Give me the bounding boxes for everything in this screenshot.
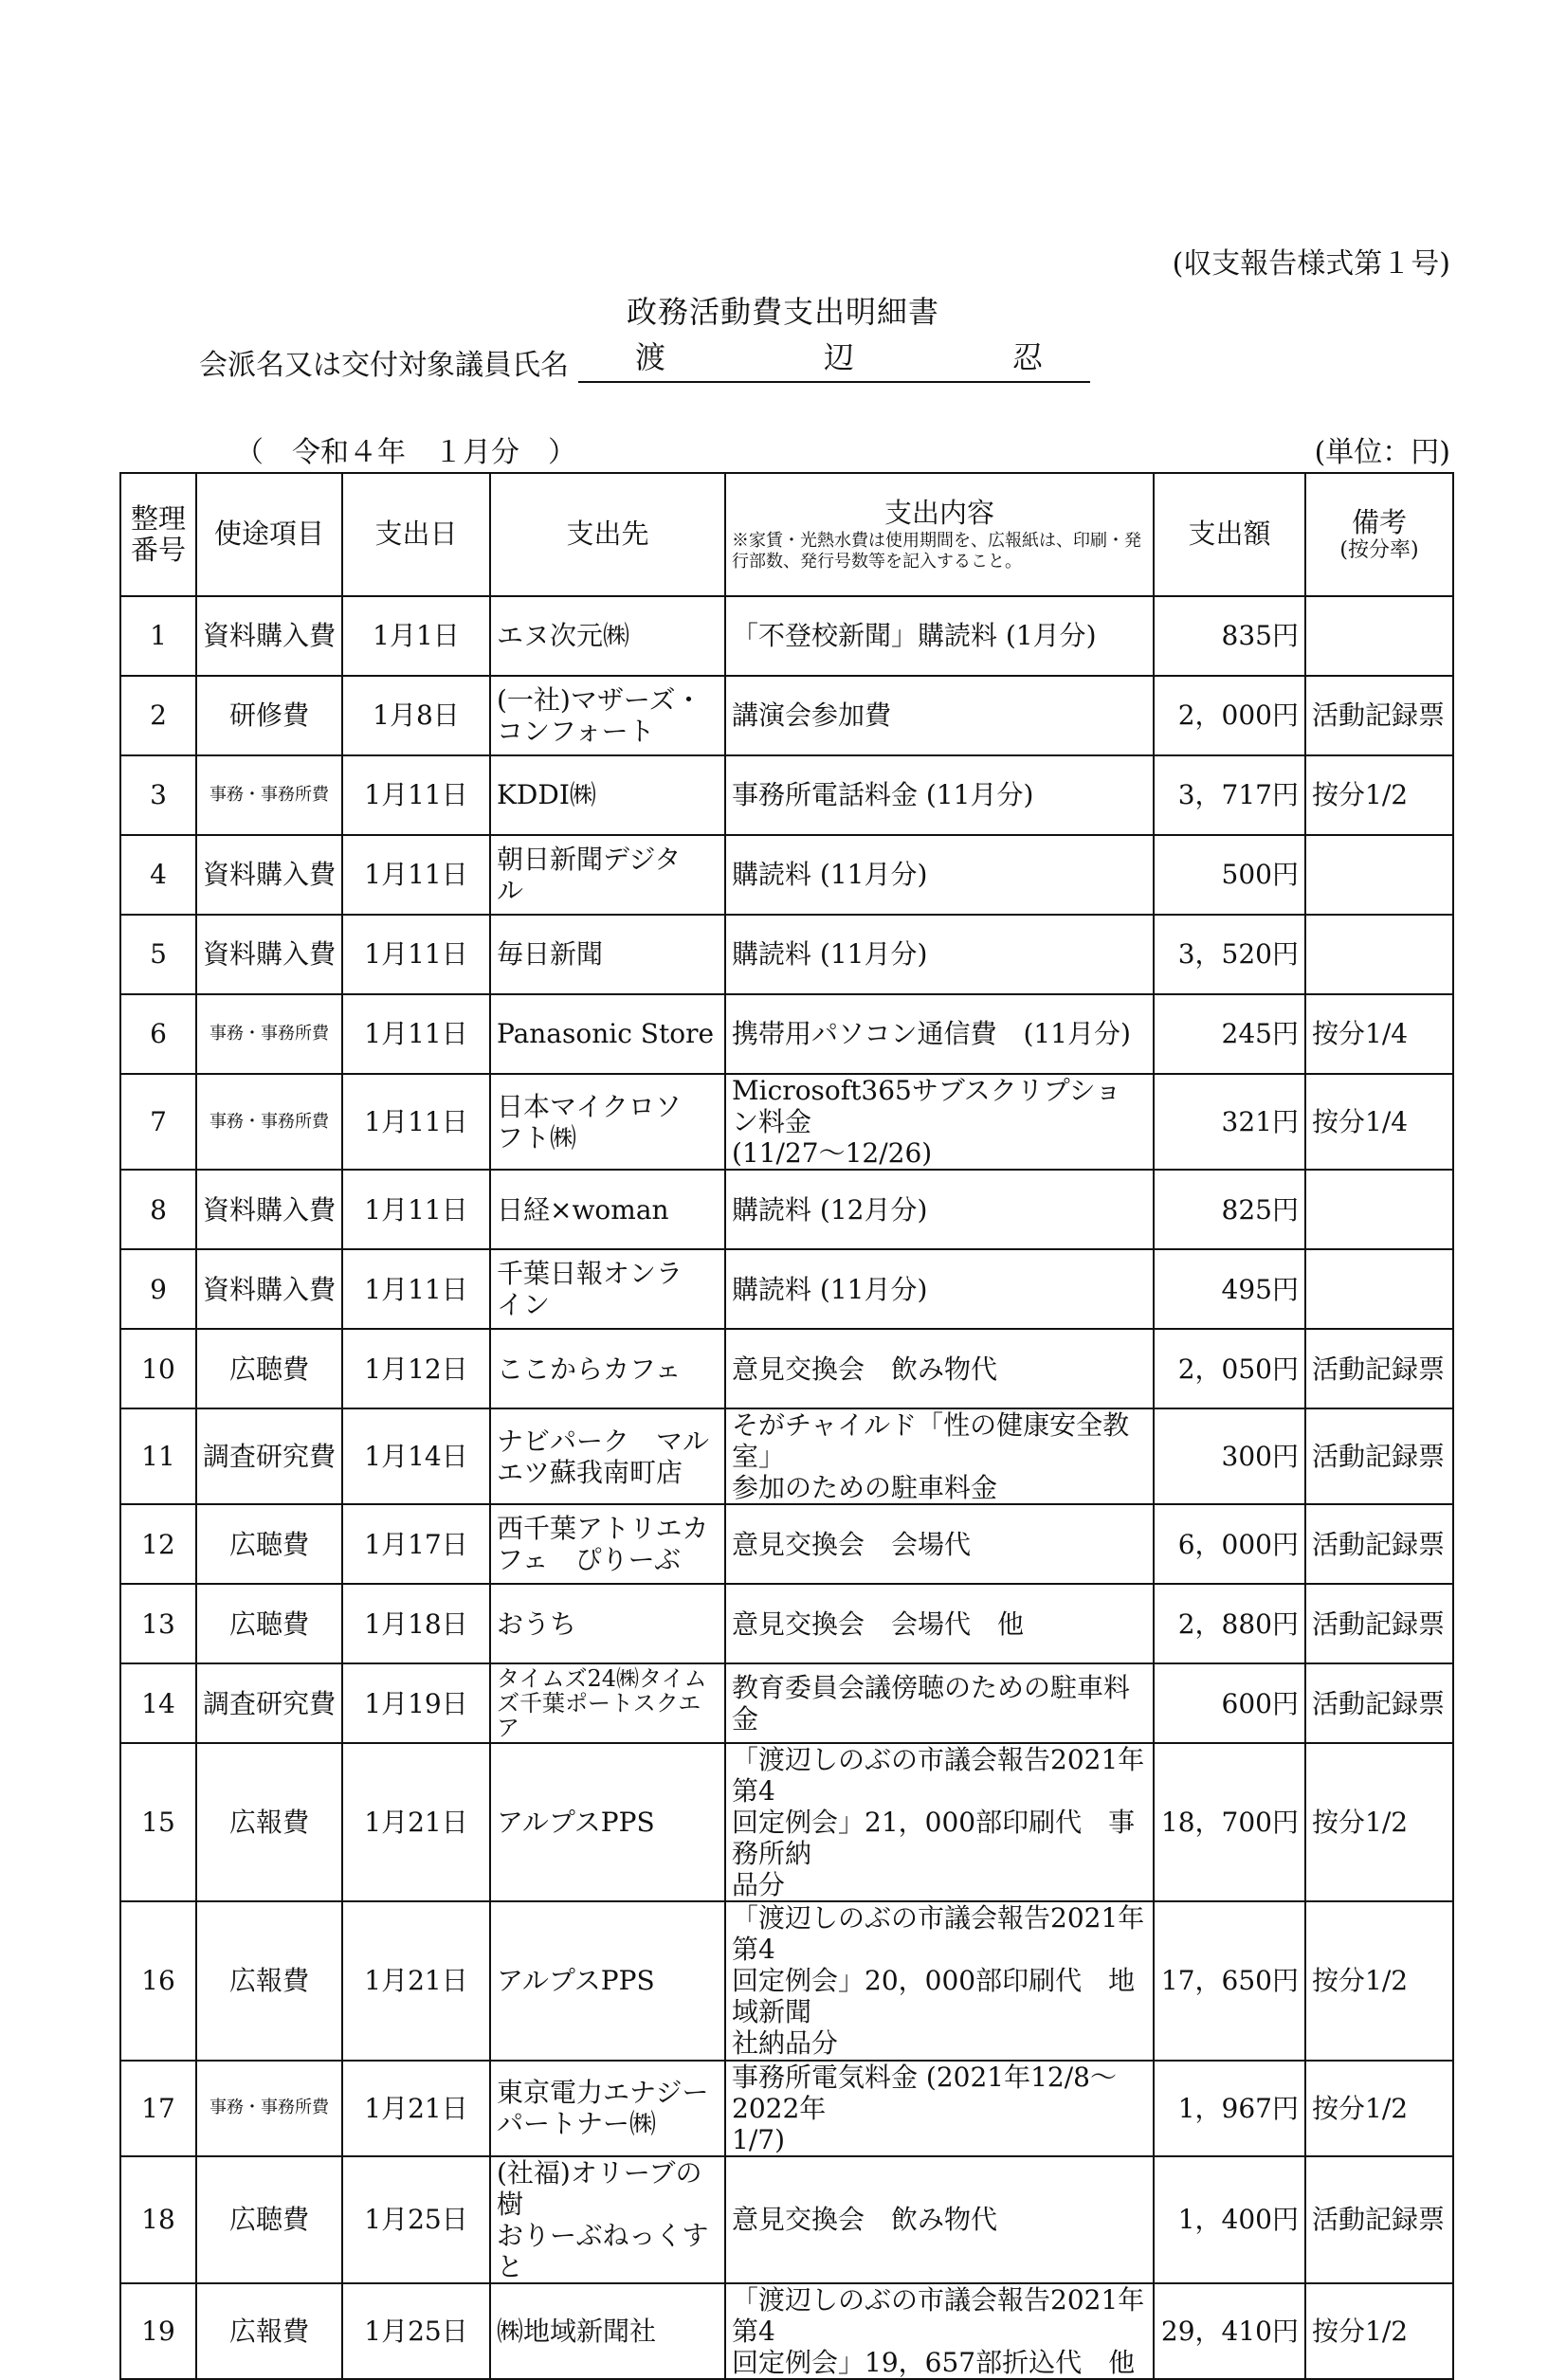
row-date: 1月11日 [342, 1170, 490, 1249]
table-row [120, 1170, 1453, 1249]
row-date: 1月21日 [342, 2061, 490, 2156]
row-amount: 2，880円 [1154, 1584, 1305, 1663]
period: （ 令和４年 １月分 ） [235, 436, 576, 469]
row-remarks: 活動記録票 [1305, 676, 1453, 755]
row-purpose: 広報費 [196, 1743, 342, 1901]
row-amount: 1，967円 [1154, 2061, 1305, 2156]
row-amount: 2，000円 [1154, 676, 1305, 755]
row-amount: 2，050円 [1154, 1329, 1305, 1408]
table-row [120, 676, 1453, 755]
table-row [120, 1408, 1453, 1504]
row-remarks: 活動記録票 [1305, 1329, 1453, 1408]
row-amount: 3，520円 [1154, 915, 1305, 994]
row-number: 15 [120, 1743, 196, 1901]
row-date: 1月12日 [342, 1329, 490, 1408]
expense-table [119, 472, 1454, 2380]
row-purpose: 資料購入費 [196, 1249, 342, 1329]
row-number: 6 [120, 994, 196, 1074]
row-remarks: 按分1/2 [1305, 1743, 1453, 1901]
row-purpose: 事務・事務所費 [196, 755, 342, 835]
table-row [120, 2156, 1453, 2283]
table-row [120, 2283, 1453, 2379]
col-no: 整理 番号 [120, 473, 196, 596]
row-remarks [1305, 915, 1453, 994]
row-remarks: 活動記録票 [1305, 1584, 1453, 1663]
table-row [120, 2061, 1453, 2156]
row-content: Microsoft365サブスクリプション料金 (11/27～12/26) [725, 1074, 1154, 1170]
table-row [120, 755, 1453, 835]
row-purpose: 事務・事務所費 [196, 2061, 342, 2156]
row-number: 8 [120, 1170, 196, 1249]
row-amount: 18，700円 [1154, 1743, 1305, 1901]
row-payee: ナビパーク マル エツ蘇我南町店 [490, 1408, 725, 1504]
row-purpose: 広聴費 [196, 1504, 342, 1584]
row-amount: 3，717円 [1154, 755, 1305, 835]
row-content: 意見交換会 飲み物代 [725, 2156, 1154, 2283]
col-remarks [1305, 473, 1453, 596]
row-remarks: 活動記録票 [1305, 2156, 1453, 2283]
row-remarks [1305, 835, 1453, 915]
row-remarks: 按分1/2 [1305, 1901, 1453, 2060]
row-amount: 321円 [1154, 1074, 1305, 1170]
row-number: 17 [120, 2061, 196, 2156]
row-content: 「渡辺しのぶの市議会報告2021年第4 回定例会」19，657部折込代 他 [725, 2283, 1154, 2379]
row-purpose: 広聴費 [196, 1329, 342, 1408]
row-purpose: 研修費 [196, 676, 342, 755]
col-remarks-label: 備考 [1351, 505, 1407, 538]
row-payee: 西千葉アトリエカ フェ ぴりーぶ [490, 1504, 725, 1584]
row-payee: KDDI㈱ [490, 755, 725, 835]
row-remarks [1305, 1249, 1453, 1329]
row-payee: Panasonic Store [490, 994, 725, 1074]
member-row [199, 334, 1090, 383]
col-content [725, 473, 1154, 596]
row-remarks: 活動記録票 [1305, 1504, 1453, 1584]
row-amount: 17，650円 [1154, 1901, 1305, 2060]
row-purpose: 資料購入費 [196, 596, 342, 676]
row-number: 18 [120, 2156, 196, 2283]
row-number: 13 [120, 1584, 196, 1663]
row-date: 1月17日 [342, 1504, 490, 1584]
row-purpose: 広聴費 [196, 2156, 342, 2283]
row-payee: おうち [490, 1584, 725, 1663]
table-row [120, 1584, 1453, 1663]
row-amount: 495円 [1154, 1249, 1305, 1329]
row-content: 購読料 (11月分) [725, 915, 1154, 994]
row-content: 意見交換会 会場代 [725, 1504, 1154, 1584]
row-remarks: 按分1/2 [1305, 755, 1453, 835]
row-content: 講演会参加費 [725, 676, 1154, 755]
row-purpose: 広報費 [196, 1901, 342, 2060]
row-payee: アルプスPPS [490, 1901, 725, 2060]
row-date: 1月21日 [342, 1743, 490, 1901]
table-row [120, 1074, 1453, 1170]
table-row [120, 915, 1453, 994]
row-date: 1月11日 [342, 1074, 490, 1170]
row-remarks: 按分1/4 [1305, 1074, 1453, 1170]
row-number: 5 [120, 915, 196, 994]
table-row [120, 1504, 1453, 1584]
row-amount: 1，400円 [1154, 2156, 1305, 2283]
row-payee: 日本マイクロソ フト㈱ [490, 1074, 725, 1170]
row-number: 1 [120, 596, 196, 676]
row-purpose: 資料購入費 [196, 915, 342, 994]
row-date: 1月11日 [342, 1249, 490, 1329]
row-payee: エヌ次元㈱ [490, 596, 725, 676]
row-amount: 300円 [1154, 1408, 1305, 1504]
row-remarks: 按分1/2 [1305, 2061, 1453, 2156]
row-purpose: 調査研究費 [196, 1663, 342, 1743]
row-amount: 6，000円 [1154, 1504, 1305, 1584]
row-number: 7 [120, 1074, 196, 1170]
member-label: 会派名又は交付対象議員氏名 [199, 349, 569, 382]
row-purpose: 広報費 [196, 2283, 342, 2379]
col-amount: 支出額 [1154, 473, 1305, 596]
row-date: 1月11日 [342, 994, 490, 1074]
row-remarks: 按分1/2 [1305, 2283, 1453, 2379]
row-purpose: 資料購入費 [196, 1170, 342, 1249]
row-date: 1月11日 [342, 835, 490, 915]
col-content-label: 支出内容 [883, 496, 994, 529]
row-date: 1月11日 [342, 915, 490, 994]
row-date: 1月11日 [342, 755, 490, 835]
row-remarks [1305, 1170, 1453, 1249]
row-number: 11 [120, 1408, 196, 1504]
row-amount: 825円 [1154, 1170, 1305, 1249]
row-purpose: 資料購入費 [196, 835, 342, 915]
row-payee: (一社)マザーズ・ コンフォート [490, 676, 725, 755]
row-remarks [1305, 596, 1453, 676]
row-amount: 600円 [1154, 1663, 1305, 1743]
table-row [120, 1901, 1453, 2060]
row-payee: アルプスPPS [490, 1743, 725, 1901]
row-date: 1月14日 [342, 1408, 490, 1504]
row-purpose: 広聴費 [196, 1584, 342, 1663]
row-amount: 835円 [1154, 596, 1305, 676]
form-number: (収支報告様式第１号) [1172, 247, 1450, 281]
row-content: 事務所電気料金 (2021年12/8～2022年 1/7) [725, 2061, 1154, 2156]
row-payee: ここからカフェ [490, 1329, 725, 1408]
col-purpose: 使途項目 [196, 473, 342, 596]
row-date: 1月18日 [342, 1584, 490, 1663]
row-content: 購読料 (12月分) [725, 1170, 1154, 1249]
row-amount: 245円 [1154, 994, 1305, 1074]
row-content: 「渡辺しのぶの市議会報告2021年第4 回定例会」20，000部印刷代 地域新聞 社納品分 [725, 1901, 1154, 2060]
row-content: 「不登校新聞」購読料 (1月分) [725, 596, 1154, 676]
col-payee: 支出先 [490, 473, 725, 596]
row-number: 4 [120, 835, 196, 915]
member-name-part: 辺 [823, 339, 854, 375]
row-date: 1月25日 [342, 2156, 490, 2283]
col-date: 支出日 [342, 473, 490, 596]
row-remarks: 活動記録票 [1305, 1408, 1453, 1504]
row-date: 1月8日 [342, 676, 490, 755]
table-row [120, 835, 1453, 915]
row-number: 10 [120, 1329, 196, 1408]
row-number: 12 [120, 1504, 196, 1584]
row-amount: 29，410円 [1154, 2283, 1305, 2379]
table-row [120, 994, 1453, 1074]
row-date: 1月19日 [342, 1663, 490, 1743]
table-row [120, 1663, 1453, 1743]
row-number: 16 [120, 1901, 196, 2060]
row-content: そがチャイルド「性の健康安全教室」 参加のための駐車料金 [725, 1408, 1154, 1504]
document-title: 政務活動費支出明細書 [626, 294, 939, 330]
row-content: 購読料 (11月分) [725, 1249, 1154, 1329]
row-payee: (社福)オリーブの樹 おりーぶねっくすと [490, 2156, 725, 2283]
row-amount: 500円 [1154, 835, 1305, 915]
row-payee: 東京電力エナジー パートナー㈱ [490, 2061, 725, 2156]
table-row [120, 1743, 1453, 1901]
row-number: 14 [120, 1663, 196, 1743]
row-payee: タイムズ24㈱タイム ズ千葉ポートスクエ ア [490, 1663, 725, 1743]
row-number: 19 [120, 2283, 196, 2379]
row-purpose: 事務・事務所費 [196, 1074, 342, 1170]
table-row [120, 1329, 1453, 1408]
row-payee: 毎日新聞 [490, 915, 725, 994]
row-content: 購読料 (11月分) [725, 835, 1154, 915]
row-payee: 日経×woman [490, 1170, 725, 1249]
row-payee: 朝日新聞デジタ ル [490, 835, 725, 915]
row-payee: 千葉日報オンラ イン [490, 1249, 725, 1329]
table-row [120, 596, 1453, 676]
header-row [120, 473, 1453, 596]
row-remarks: 活動記録票 [1305, 1663, 1453, 1743]
row-date: 1月1日 [342, 596, 490, 676]
table-row [120, 1249, 1453, 1329]
member-name-part: 渡 [635, 339, 666, 375]
row-purpose: 事務・事務所費 [196, 994, 342, 1074]
row-payee: ㈱地域新聞社 [490, 2283, 725, 2379]
unit-label: (単位：円) [1314, 436, 1450, 469]
row-content: 意見交換会 飲み物代 [725, 1329, 1154, 1408]
row-date: 1月21日 [342, 1901, 490, 2060]
row-number: 2 [120, 676, 196, 755]
row-remarks: 按分1/4 [1305, 994, 1453, 1074]
row-date: 1月25日 [342, 2283, 490, 2379]
row-number: 9 [120, 1249, 196, 1329]
row-content: 「渡辺しのぶの市議会報告2021年第4 回定例会」21，000部印刷代 事務所納 品分 [725, 1743, 1154, 1901]
row-content: 意見交換会 会場代 他 [725, 1584, 1154, 1663]
row-content: 携帯用パソコン通信費 (11月分) [725, 994, 1154, 1074]
row-purpose: 調査研究費 [196, 1408, 342, 1504]
member-name-part: 忍 [1011, 339, 1043, 375]
row-content: 教育委員会議傍聴のための駐車料金 [725, 1663, 1154, 1743]
col-content-note: ※家賃・光熱水費は使用期間を、広報紙は、印刷・発行部数、発行号数等を記入すること。 [732, 531, 1141, 572]
col-remarks-sub: (按分率) [1339, 538, 1419, 563]
member-name [578, 334, 1090, 383]
row-content: 事務所電話料金 (11月分) [725, 755, 1154, 835]
row-number: 3 [120, 755, 196, 835]
